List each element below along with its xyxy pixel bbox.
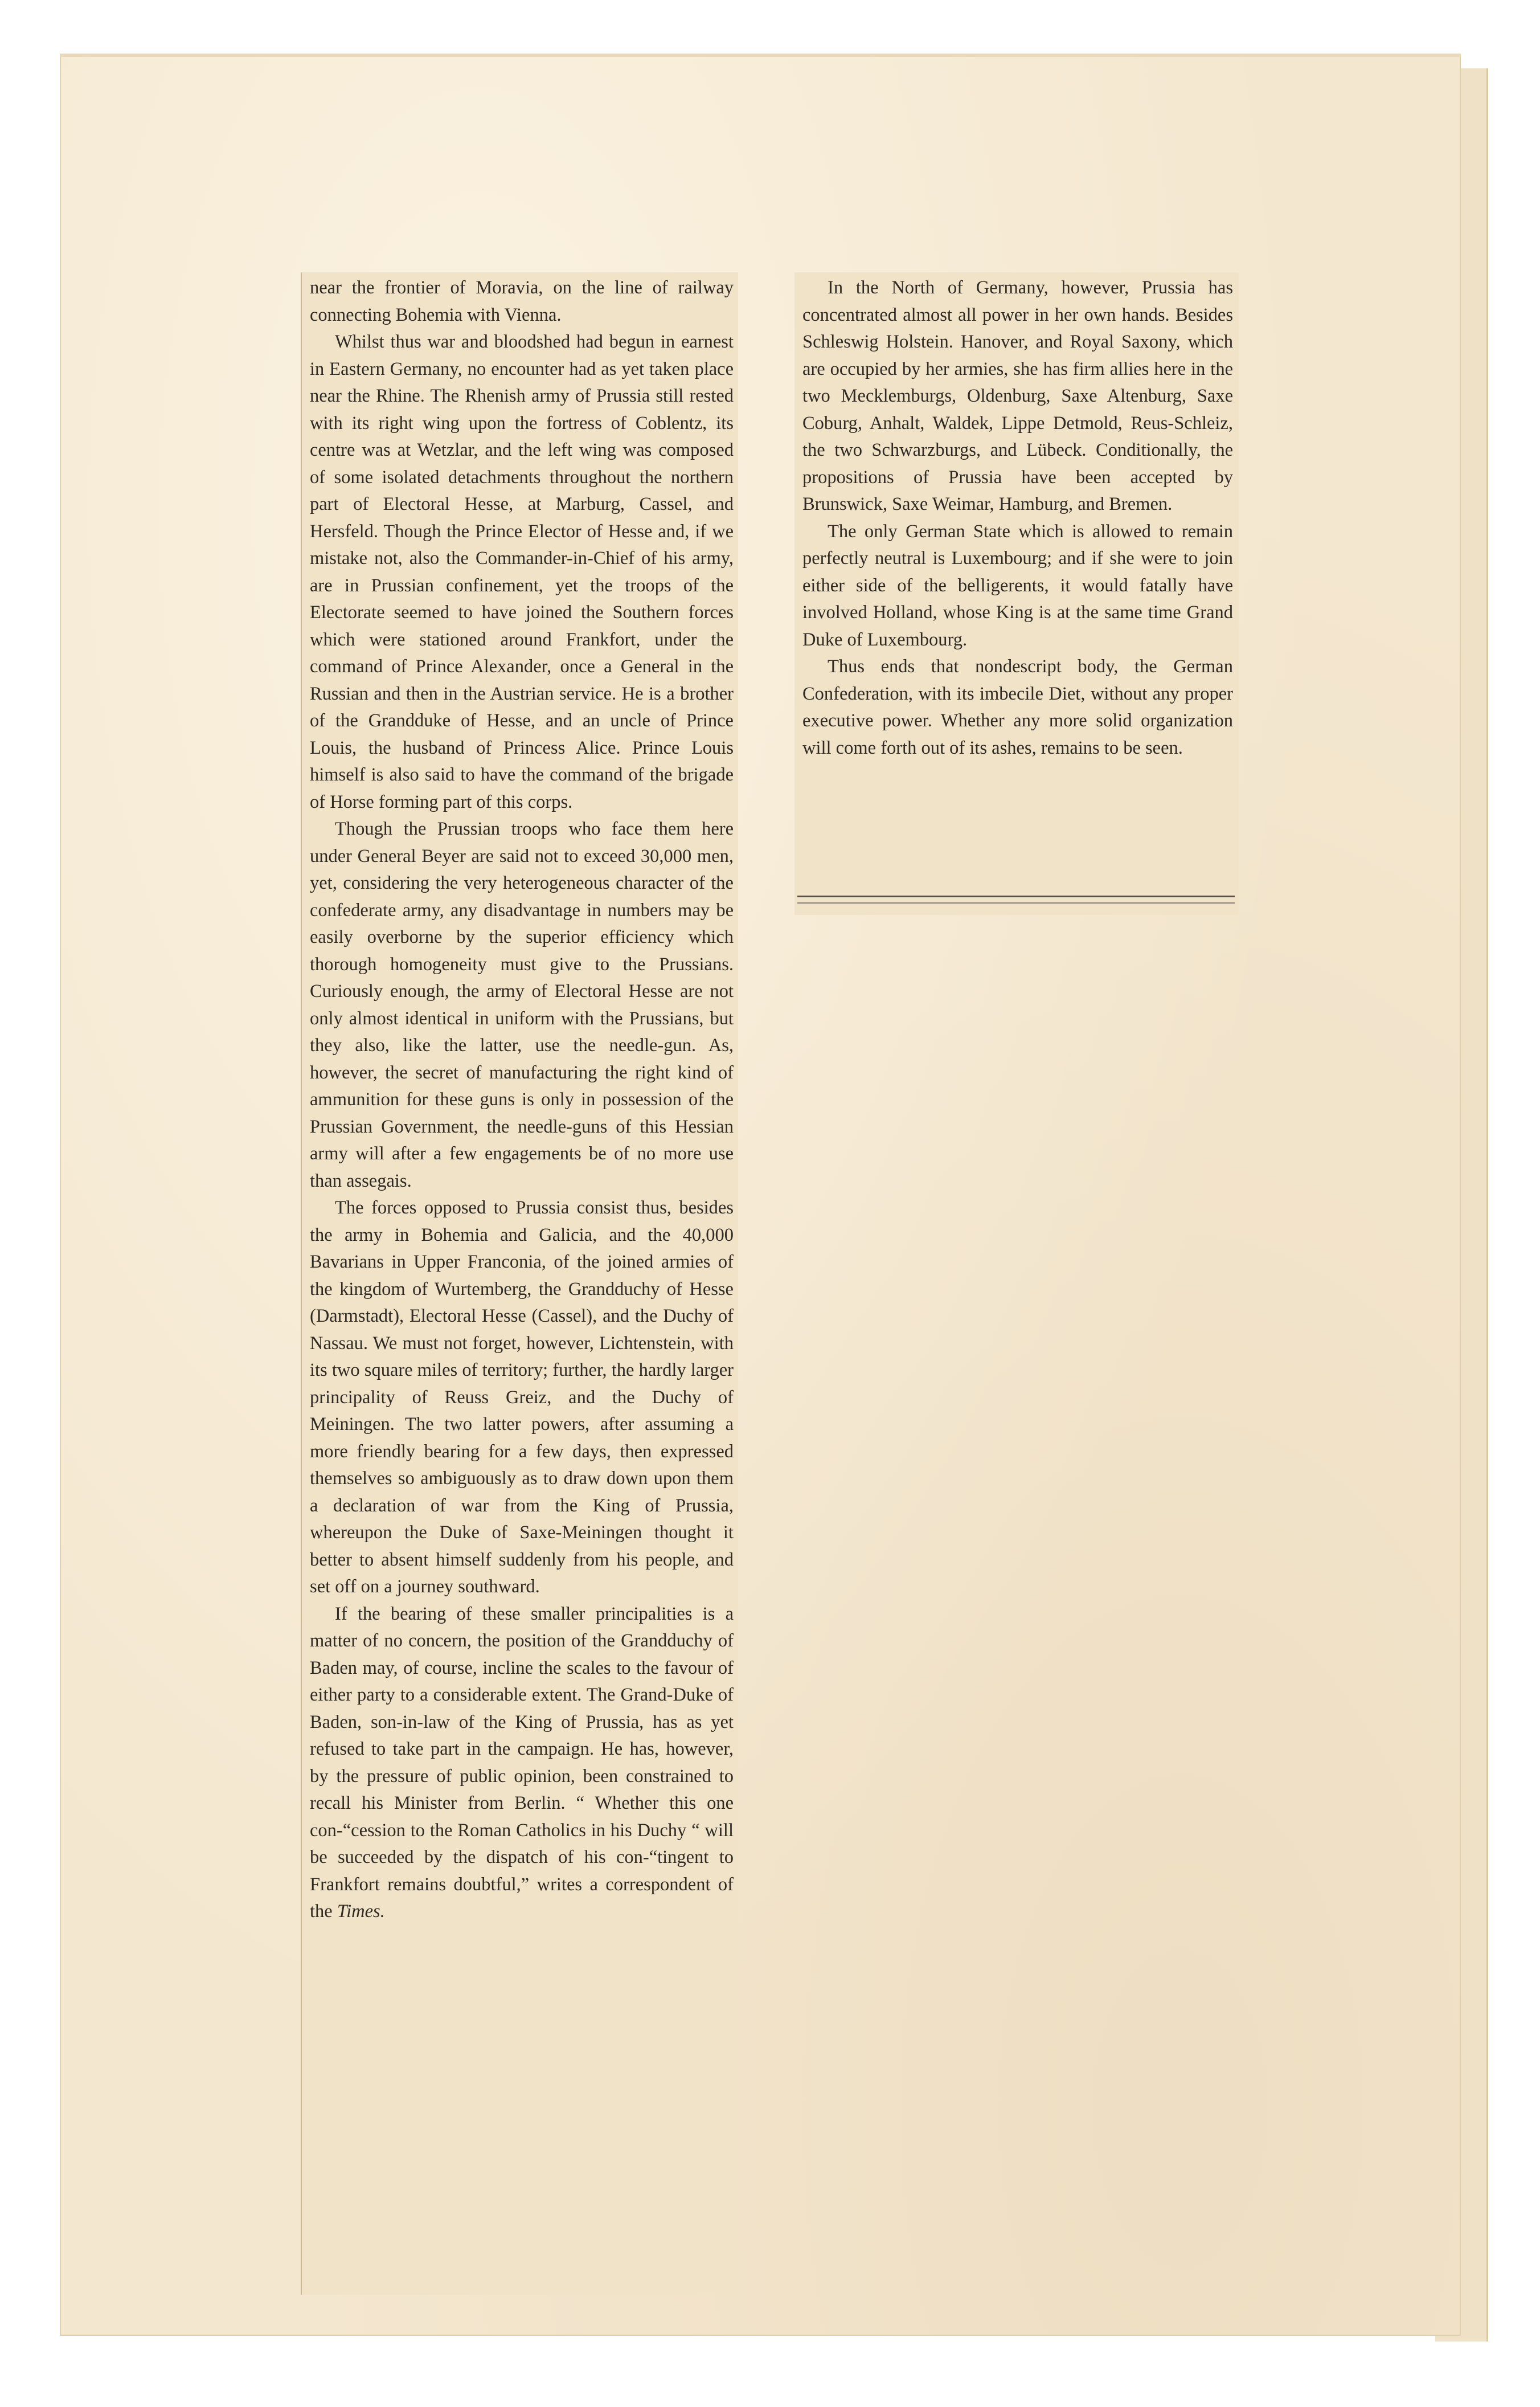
paragraph: Thus ends that nondescript body, the German Confederation, with its imbecile Diet, without any proper executive power. Whether any more solid organization will come forth out of its ashes, remains to be seen. bbox=[802, 656, 1233, 758]
newspaper-clipping-right bbox=[794, 272, 1239, 915]
paragraph-text: If the bearing of these smaller principalities is a matter of no concern, the position of the Grandduchy of Baden may, of course, incline the scales to the favour of either party to a considerable extent. The Grand-Duke of Baden, son-in-law of the King of Prussia, has as yet refused to take part in the campaign. He has, however, by the pressure of public opinion, been constrained to recall his Minister from Berlin. “ Whether this one con-“cession to the Roman Catholics in his Duchy “ will be succeeded by the dispatch of his con-“tingent to Frankfort remains doubtful,” writes a correspondent of the bbox=[310, 1603, 734, 1922]
paragraph: In the North of Germany, however, Prussia has concentrated almost all power in her own hands. Besides Schleswig Holstein. Hanover, and Royal Saxony, which are occupied by her armies, she has firm allies here in the two Mecklemburgs, Oldenburg, Saxe Altenburg, Saxe Coburg, Anhalt, Waldek, Lippe Detmold, Reus-Schleiz, the two Schwarzburgs, and Lübeck. Conditionally, the propositions of Prussia have been accepted by Brunswick, Saxe Weimar, Hamburg, and Bremen. bbox=[802, 277, 1233, 514]
paragraph-last bbox=[310, 1601, 734, 1926]
newspaper-clipping-left bbox=[301, 272, 738, 2295]
paragraph: The only German State which is allowed to remain perfectly neutral is Luxembourg; and if she were to join either side of the belligerents, it would fatally have involved Holland, whose King is at the same time Grand Duke of Luxembourg. bbox=[802, 521, 1233, 650]
paragraph: The forces opposed to Prussia consist thus, besides the army in Bohemia and Galicia, and the 40,000 Bavarians in Upper Franconia, of the joined armies of the kingdom of Wurtemberg, the Grandduchy of Hesse (Darmstadt), Electoral Hesse (Cassel), and the Duchy of Nassau. We must not forget, however, Lichtenstein, with its two square miles of territory; further, the hardly larger principality of Reuss Greiz, and the Duchy of Meiningen. The two latter powers, after assuming a more friendly bearing for a few days, then expressed themselves so ambiguously as to draw down upon them a declaration of war from the King of Prussia, whereupon the Duke of Saxe-Meiningen thought it better to absent himself suddenly from his people, and set off on a journey southward. bbox=[310, 1198, 734, 1597]
paragraph: Though the Prussian troops who face them here under General Beyer are said not to exceed 30,000 men, yet, considering the very heterogeneous character of the confederate army, any disadvantage in numbers may be easily overborne by the superior efficiency which thorough homogeneity must give to the Prussians. Curiously enough, the army of Electoral Hesse are not only almost identical in uniform with the Prussians, but they also, like the latter, use the needle-gun. As, however, the secret of manufacturing the right kind of ammunition for these guns is only in possession of the Prussian Government, the needle-guns of this Hessian army will after a few engagements be of no more use than assegais. bbox=[310, 819, 734, 1191]
paper-sheet bbox=[60, 54, 1461, 2336]
sheet-top-edge bbox=[60, 54, 1461, 57]
newspaper-name: Times. bbox=[337, 1901, 385, 1922]
paragraph: Whilst thus war and bloodshed had begun in earnest in Eastern Germany, no encounter had as yet taken place near the Rhine. The Rhenish army of Prussia still rested with its right wing upon the fortress of Coblentz, its centre was at Wetzlar, and the left wing was composed of some isolated detachments throughout the northern part of Electoral Hesse, at Marburg, Cassel, and Hersfeld. Though the Prince Elector of Hesse and, if we mistake not, also the Commander-in-Chief of his army, are in Prussian confinement, yet the troops of the Electorate seemed to have joined the Southern forces which were stationed around Frankfort, under the command of Prince Alexander, once a General in the Russian and then in the Austrian service. He is a brother of the Grandduke of Hesse, and an uncle of Prince Louis, the husband of Princess Alice. Prince Louis himself is also said to have the command of the brigade of Horse forming part of this corps. bbox=[310, 332, 734, 812]
paragraph: near the frontier of Moravia, on the line of railway connecting Bohemia with Vienna. bbox=[310, 277, 734, 325]
end-rule bbox=[797, 896, 1235, 904]
